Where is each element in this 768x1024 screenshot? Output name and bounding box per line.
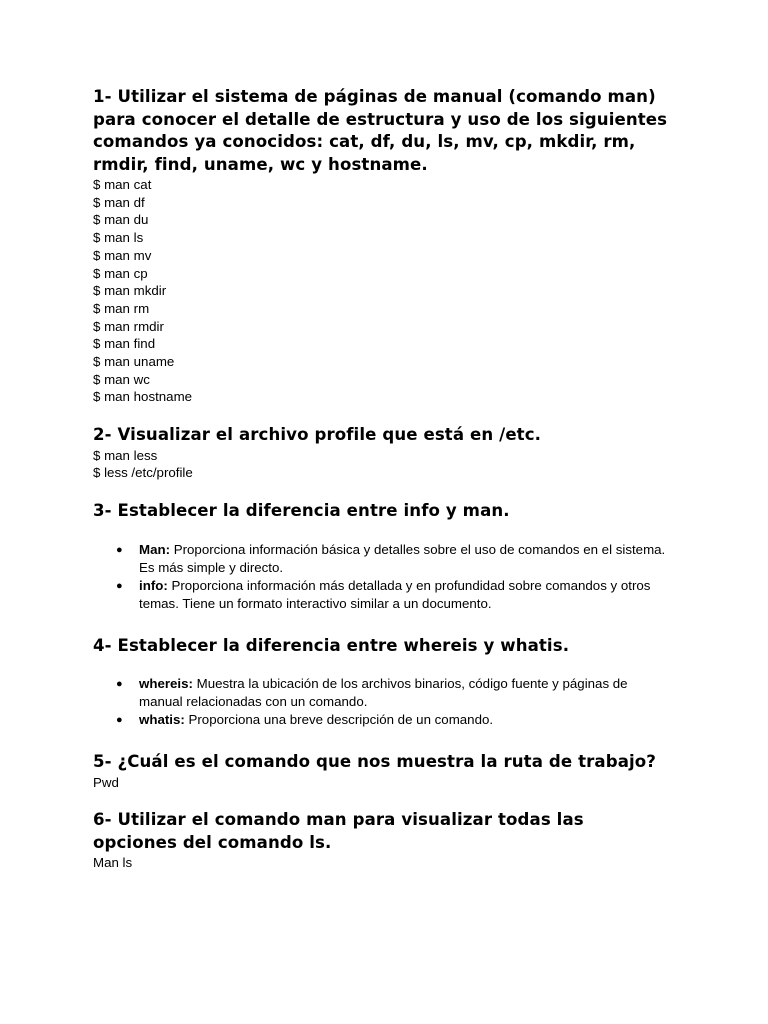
bullet-term: whereis:: [139, 676, 193, 692]
bullet-text: Muestra la ubicación de los archivos binarios, código fuente y páginas de manual relacionadas con un comando.: [139, 676, 628, 710]
document-page: [93, 86, 673, 872]
answer-line: Pwd: [93, 774, 119, 790]
command-line: $ man mkdir: [93, 283, 167, 299]
section-3-bullets: [93, 541, 673, 613]
command-line: $ man cp: [93, 265, 148, 281]
bullet-item: [116, 541, 673, 577]
command-line: $ man uname: [93, 354, 175, 370]
command-line: $ man cat: [93, 177, 152, 192]
bullet-item: [116, 577, 673, 613]
section-6-heading: 6- Utilizar el comando man para visualizar todas las opciones del comando ls.: [93, 810, 584, 852]
section-2-commands: [93, 447, 673, 482]
bullet-item: [116, 675, 673, 711]
section-3: [93, 500, 673, 613]
section-1-commands: [93, 176, 673, 406]
section-5-heading: 5- ¿Cuál es el comando que nos muestra la ruta de trabajo?: [93, 752, 657, 772]
command-line: $ man hostname: [93, 389, 193, 405]
bullet-text: Proporciona información básica y detalles sobre el uso de comandos en el sistema. Es más simple y directo.: [139, 541, 666, 575]
command-line: $ less /etc/profile: [93, 465, 193, 481]
bullet-term: Man:: [139, 541, 171, 557]
section-1-heading: 1- Utilizar el sistema de páginas de manual (comando man) para conocer el detalle de estructura y uso de los siguientes comandos ya conocidos: cat, df, du, ls, mv, cp, mkdir, rm, rmdir, find, uname, wc y hostname.: [93, 87, 668, 174]
section-4-bullets: [93, 675, 673, 729]
bullet-item: [116, 711, 673, 729]
command-line: $ man ls: [93, 230, 144, 246]
answer-line: Man ls: [93, 855, 133, 871]
command-line: $ man du: [93, 212, 149, 228]
bullet-icon: ●: [116, 714, 123, 727]
command-line: $ man df: [93, 194, 145, 210]
section-1: [93, 86, 673, 406]
bullet-text: Proporciona información más detallada y en profundidad sobre comandos y otros temas. Tiene un formato interactivo similar a un documento.: [139, 577, 651, 611]
section-6: [93, 809, 673, 872]
command-line: $ man find: [93, 336, 156, 352]
bullet-icon: ●: [116, 543, 123, 556]
command-line: $ man less: [93, 447, 158, 463]
section-4: [93, 635, 673, 730]
command-line: $ man rmdir: [93, 318, 164, 334]
section-4-heading: 4- Establecer la diferencia entre whereis y whatis.: [93, 635, 570, 655]
command-line: $ man mv: [93, 247, 152, 263]
bullet-icon: ●: [116, 579, 123, 592]
bullet-term: info:: [139, 577, 168, 593]
section-2-heading: 2- Visualizar el archivo profile que está en /etc.: [93, 425, 542, 445]
command-line: $ man wc: [93, 371, 150, 387]
bullet-text: Proporciona una breve descripción de un comando.: [184, 712, 494, 728]
section-5: [93, 751, 673, 791]
bullet-term: whatis:: [139, 712, 185, 728]
section-2: [93, 424, 673, 482]
command-line: $ man rm: [93, 300, 150, 316]
bullet-icon: ●: [116, 678, 123, 691]
section-3-heading: 3- Establecer la diferencia entre info y man.: [93, 501, 510, 521]
